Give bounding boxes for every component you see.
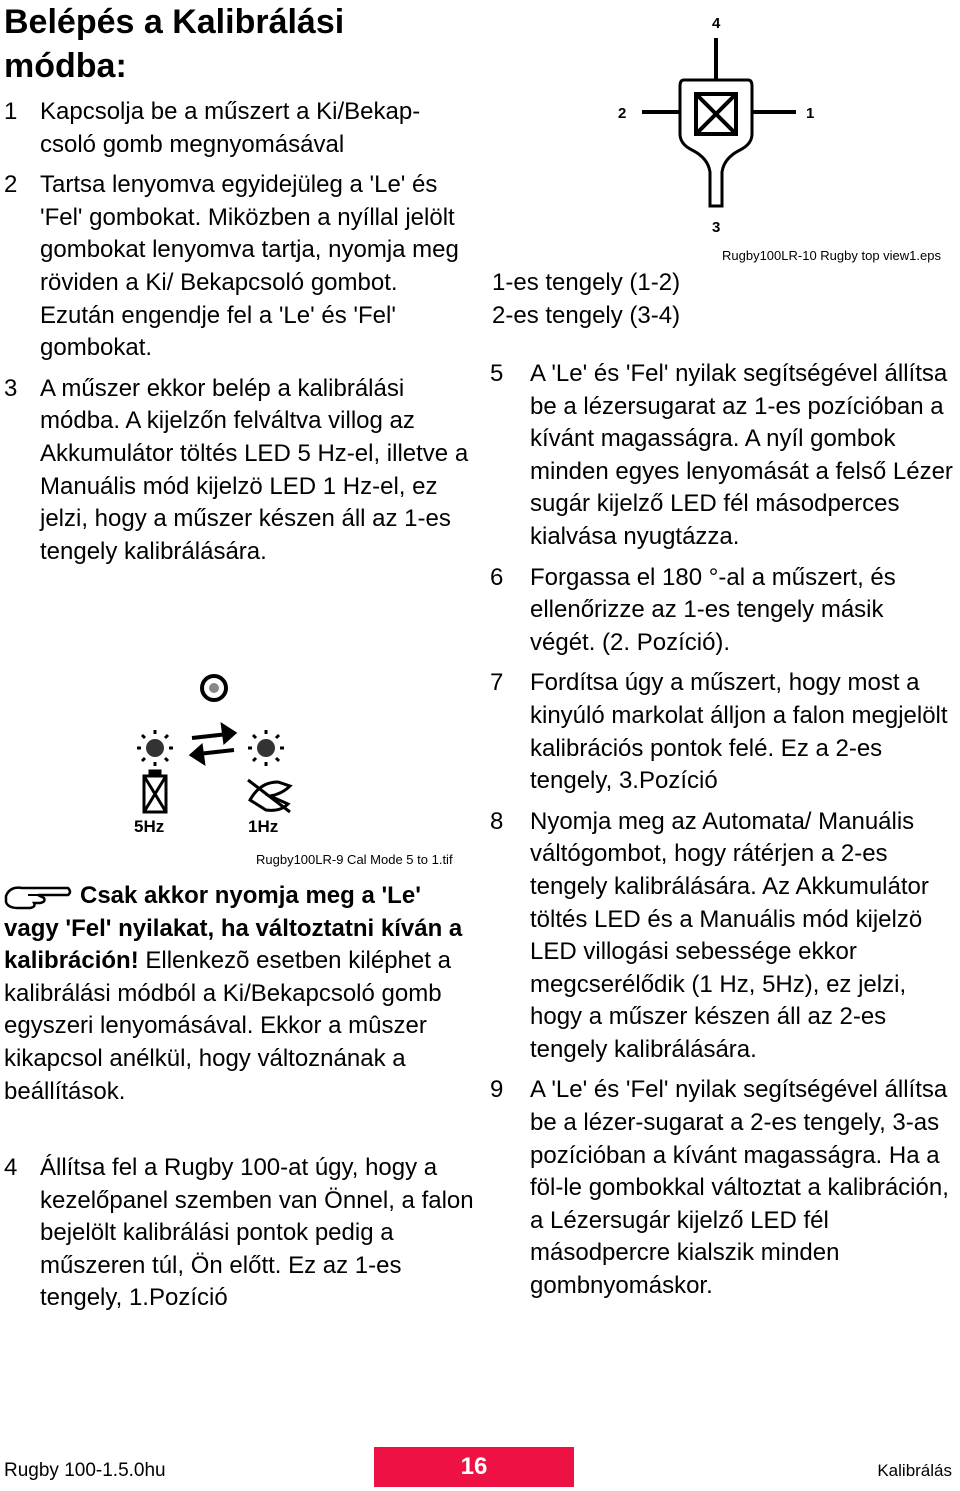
manual-led-icon <box>248 730 284 766</box>
step-number: 6 <box>490 563 504 591</box>
step-text: Nyomja meg az Automata/ Manuális váltógombot, hogy rátérjen a 2-es tengely kalibrálására. Az Akkumulátor töltés LED és a Manuális mód kijelzö LED villogási sebessége ekkor megcserélődik (1 Hz, 5Hz), ez jelzi, hogy a műszer készen áll az 2-es tengely kalibrálására. <box>530 807 929 1063</box>
warning-note <box>4 880 474 1108</box>
step-item <box>4 169 474 365</box>
step-number: 8 <box>490 807 504 835</box>
step-item <box>490 667 955 797</box>
step-text: A 'Le' és 'Fel' nyilak segítségével állítsa be a lézer-sugarat a 2-es tengely, 3-as pozícióban a kívánt magasságra. Ha a föl-le gombokkal változtat a kalibráción, a Lézersugár kijelző LED fél másodpercre kialszik minden gombnyomáskor. <box>530 1076 949 1300</box>
diagram-caption: Rugby100LR-10 Rugby top view1.eps <box>722 248 941 263</box>
page-number-badge: 16 <box>374 1447 574 1487</box>
rugby-top-view-diagram <box>606 10 846 240</box>
page-heading: Belépés a Kalibrálási módba: <box>4 3 345 85</box>
battery-led-icon <box>137 730 173 766</box>
led-figure-caption: Rugby100LR-9 Cal Mode 5 to 1.tif <box>256 852 453 867</box>
left-steps <box>4 96 474 576</box>
axis-legend <box>492 266 680 332</box>
step-number: 5 <box>490 360 504 387</box>
step-number: 7 <box>490 669 504 697</box>
right-steps <box>490 358 955 1311</box>
step-number: 3 <box>4 374 18 402</box>
led-blink-figure <box>130 670 310 840</box>
step-text: A műszer ekkor belép a kalibrálási módba. A kijelzőn felváltva villog az Akkumulátor töltés LED 5 Hz-el, illetve a Manuális mód kijelzö LED 1 Hz-el, ez jelzi, hogy a műszer készen áll az 1-es tengely kalibrálására. <box>40 374 469 565</box>
step-number: 1 <box>4 98 18 125</box>
note-bold-text: Csak akkor nyomja meg a 'Le' vagy 'Fel' nyilakat, ha változtatni kíván a kalibráción! <box>4 882 463 975</box>
diagram-label-left: 2 <box>618 105 627 122</box>
step-4 <box>4 1152 474 1323</box>
led-label-1hz: 1Hz <box>248 817 279 836</box>
diagram-label-top: 4 <box>712 15 721 32</box>
diagram-label-bottom: 3 <box>712 219 721 236</box>
note-text: Ellenkezõ esetben kiléphet a kalibrálási módból a Ki/Bekapcsoló gomb egyszeri lenyomásával. Ekkor a mûszer kikapcsol anélkül, hogy változnának a beállítások. <box>4 947 451 1105</box>
battery-icon <box>144 771 166 812</box>
top-led-icon <box>202 676 226 700</box>
swap-arrows-icon <box>192 726 234 762</box>
page-footer <box>0 1447 960 1491</box>
step-item <box>490 1074 955 1302</box>
step-number: 4 <box>4 1154 18 1181</box>
axis-1-label: 1-es tengely (1-2) <box>492 269 681 296</box>
step-text: Kapcsolja be a műszert a Ki/Bekap-csoló gomb megnyomásával <box>40 98 421 158</box>
step-number: 9 <box>490 1076 504 1104</box>
step-number: 2 <box>4 171 18 199</box>
step-item <box>490 358 955 554</box>
step-item <box>4 373 474 569</box>
step-item <box>4 1152 474 1315</box>
led-label-5hz: 5Hz <box>134 817 165 836</box>
step-text: Fordítsa úgy a műszert, hogy most a kinyúló markolat álljon a falon megjelölt kalibrációs pontok felé. Ez a 2-es tengely, 3.Pozíció <box>530 669 948 795</box>
step-item <box>490 806 955 1067</box>
axis-2-label: 2-es tengely (3-4) <box>492 302 681 329</box>
diagram-label-right: 1 <box>806 105 815 122</box>
footer-doc-id: Rugby 100-1.5.0hu <box>4 1460 166 1481</box>
step-item <box>490 562 955 660</box>
step-text: A 'Le' és 'Fel' nyilak segítségével állítsa be a lézersugarat az 1-es pozícióban a kívánt magasságra. A nyíl gombok minden egyes lenyomását a felső Lézer sugár kijelző LED fél másodperces kialvása nyugtázza. <box>530 360 953 550</box>
hand-manual-icon <box>248 780 290 812</box>
pointing-hand-icon <box>4 882 74 912</box>
step-text: Forgassa el 180 °-al a műszert, és ellenőrizze az 1-es tengely másik végét. (2. Pozíció). <box>530 563 896 656</box>
footer-section: Kalibrálás <box>877 1461 952 1480</box>
step-item <box>4 96 474 161</box>
step-text: Állítsa fel a Rugby 100-at úgy, hogy a kezelőpanel szemben van Önnel, a falon bejelölt kalibrálási pontok pedig a műszeren túl, Ön előtt. Ez az 1-es tengely, 1.Pozíció <box>40 1154 474 1312</box>
step-text: Tartsa lenyomva egyidejüleg a 'Le' és 'Fel' gombokat. Miközben a nyíllal jelölt gombokat lenyomva tartja, nyomja meg röviden a Ki/ Bekapcsoló gombot. Ezután engendje fel a 'Le' és 'Fel' gombokat. <box>40 171 459 362</box>
